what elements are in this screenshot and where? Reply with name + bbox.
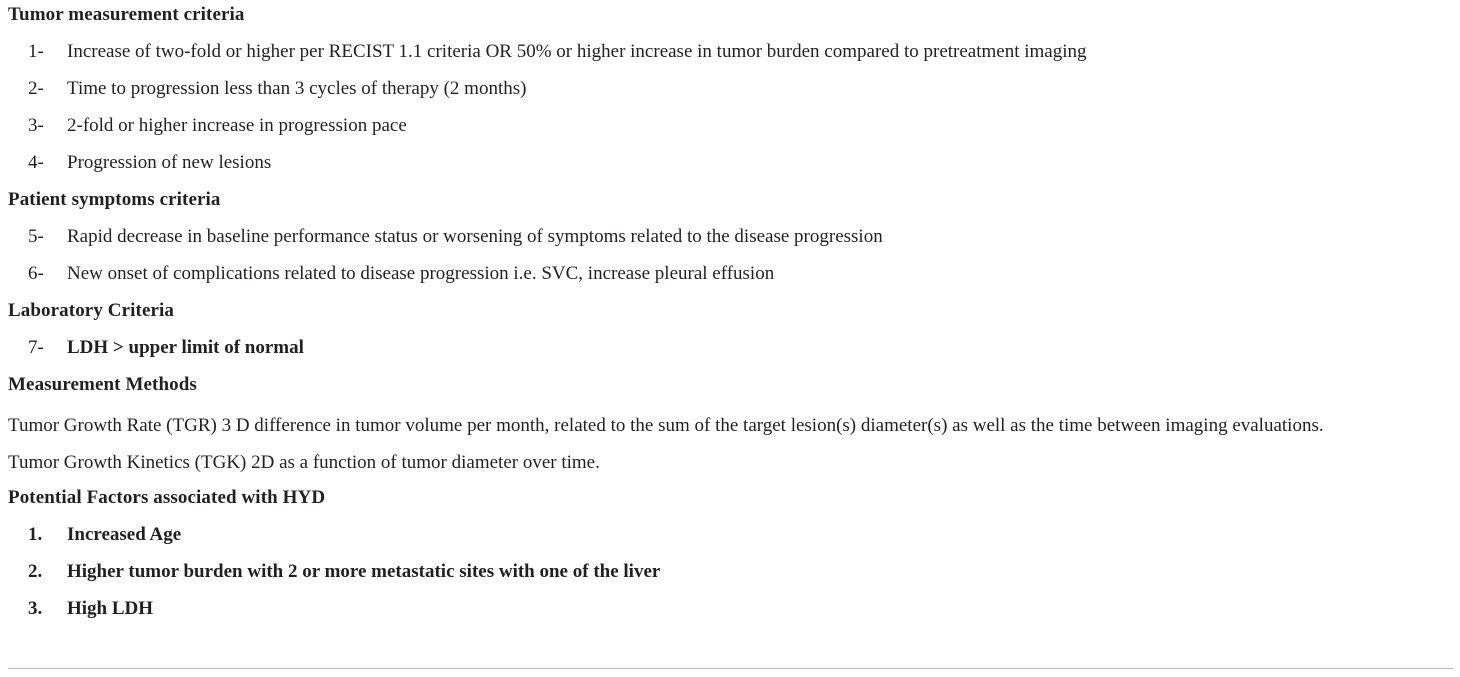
method-paragraph-tgr: Tumor Growth Rate (TGR) 3 D difference in tumor volume per month, related to the sum of the target lesion(s) diameter(s) as well as the time between imaging evaluations. [8,415,1324,436]
list-item-number: 5- [28,226,44,247]
list-item-text: Increase of two-fold or higher per RECIST 1.1 criteria OR 50% or higher increase in tumor burden compared to pretreatment imaging [67,41,1087,62]
list-item [8,37,1454,74]
list-item-number: 3- [28,115,44,136]
list-item [8,594,1454,631]
list-item-number: 3. [28,598,43,619]
list-item [8,557,1454,594]
list-item-number: 7- [28,337,44,358]
list-item [8,222,1454,259]
list-item-text: Increased Age [67,524,182,545]
section-heading-methods: Measurement Methods [8,374,197,395]
list-item-text: LDH > upper limit of normal [67,337,304,358]
list-item [8,111,1454,148]
list-item-number: 2- [28,78,44,99]
list-item-text: Higher tumor burden with 2 or more metastatic sites with one of the liver [67,561,661,582]
section-heading-laboratory: Laboratory Criteria [8,300,174,321]
list-item-text: 2-fold or higher increase in progression pace [67,115,407,136]
section-heading-tumor: Tumor measurement criteria [8,4,245,25]
list-item-text: Rapid decrease in baseline performance status or worsening of symptoms related to the disease progression [67,226,883,247]
list-item [8,520,1454,557]
list-item-text: New onset of complications related to disease progression i.e. SVC, increase pleural effusion [67,263,775,284]
list-item-number: 1- [28,41,44,62]
section-heading-symptoms: Patient symptoms criteria [8,189,221,210]
list-item-text: Progression of new lesions [67,152,272,173]
list-item [8,148,1454,185]
section-heading-factors: Potential Factors associated with HYD [8,487,326,508]
list-item-number: 6- [28,263,44,284]
criteria-document [8,0,1454,631]
list-item-text: High LDH [67,598,154,619]
method-paragraph-tgk: Tumor Growth Kinetics (TGK) 2D as a function of tumor diameter over time. [8,452,600,473]
list-item [8,259,1454,296]
list-item-number: 2. [28,561,43,582]
list-item [8,74,1454,111]
list-item-number: 4- [28,152,44,173]
bottom-rule-divider [8,668,1453,669]
list-item-number: 1. [28,524,43,545]
list-item-text: Time to progression less than 3 cycles of therapy (2 months) [67,78,527,99]
list-item [8,333,1454,370]
